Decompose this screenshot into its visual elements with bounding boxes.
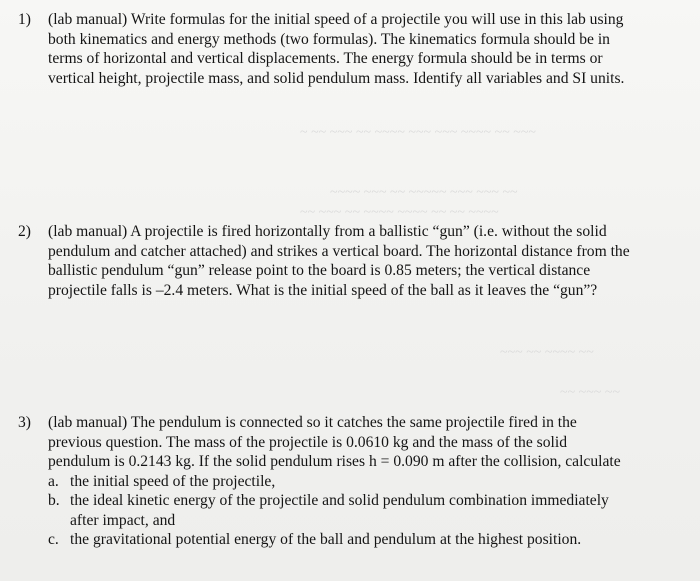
sub-item-text: the initial speed of the projectile, (70, 472, 276, 490)
question-text-line: pendulum is 0.2143 kg. If the solid pendulum rises h = 0.090 m after the collision, calculate (48, 453, 621, 470)
question-text-line: terms of horizontal and vertical displacements. The energy formula should be in terms or (48, 50, 603, 67)
sub-item-text: the gravitational potential energy of the ball and pendulum at the highest position. (70, 531, 582, 548)
question-3 (18, 413, 621, 550)
question-number: 1) (18, 11, 31, 28)
sub-item-text: after impact, and (70, 511, 176, 529)
question-text-line: (lab manual) A projectile is fired horizontally from a ballistic “gun” (i.e. without the solid (48, 223, 607, 240)
sub-item-c (48, 530, 621, 550)
question-1 (18, 10, 624, 88)
question-text-line: (lab manual) The pendulum is connected so it catches the same projectile fired in the (48, 414, 577, 431)
question-2 (18, 222, 630, 300)
sub-item-letter: c. (48, 531, 59, 548)
question-number: 2) (18, 223, 31, 240)
sub-item-b (48, 491, 621, 530)
sub-item-letter: a. (48, 472, 59, 490)
bleed-through-texture: ~ ~~ ~~~ ~~ ~~~~ ~~~ ~~~ ~~~~ ~~ ~~~ (300, 125, 537, 140)
question-number: 3) (18, 414, 31, 431)
question-text-line: previous question. The mass of the projectile is 0.0610 kg and the mass of the solid (48, 433, 567, 451)
bleed-through-texture: ~~~~ ~~~ ~~ ~~~~~ ~~~ ~~~ ~~ (330, 185, 518, 200)
question-text-line: (lab manual) Write formulas for the initial speed of a projectile you will use in this lab using (48, 11, 624, 28)
question-text-line: projectile falls is –2.4 meters. What is the initial speed of the ball as it leaves the “gun”? (48, 281, 598, 299)
sub-item-text: the ideal kinetic energy of the projectile and solid pendulum combination immediately (70, 492, 609, 509)
bleed-through-texture: ~~ ~~~ ~~ (560, 385, 621, 400)
sub-item-letter: b. (48, 492, 60, 509)
bleed-through-texture: ~~~ ~~ ~~~~ ~~ (500, 345, 594, 360)
question-text-line: both kinematics and energy methods (two formulas). The kinematics formula should be in (48, 30, 610, 48)
question-text-line: vertical height, projectile mass, and solid pendulum mass. Identify all variables and SI units. (48, 69, 625, 87)
question-text-line: ballistic pendulum “gun” release point to the board is 0.85 meters; the vertical distance (48, 262, 591, 279)
sub-item-a (48, 472, 621, 492)
question-text-line: pendulum and catcher attached) and strikes a vertical board. The horizontal distance from the (48, 242, 630, 260)
bleed-through-texture: ~~ ~~~ ~~ ~~~~ ~~~~ ~~ ~~ ~~~~ (300, 205, 499, 220)
